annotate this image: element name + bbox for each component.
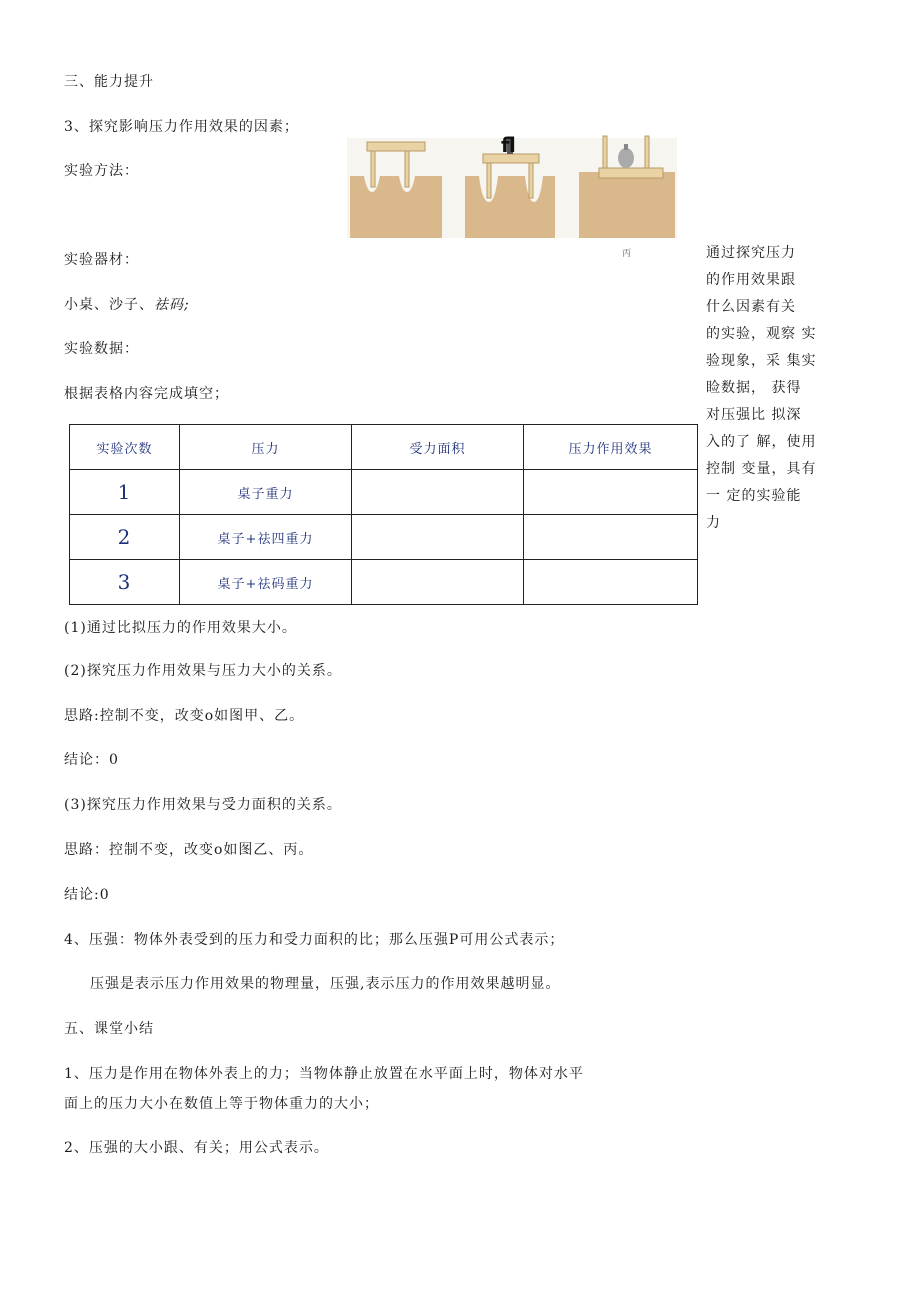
- table-row: [70, 470, 698, 515]
- area-cell[interactable]: [352, 470, 524, 515]
- question-2: (2)探究压力作用效果与压力大小的关系。: [64, 663, 342, 679]
- table-header-row: [70, 425, 698, 470]
- item-4: 4、压强：物体外表受到的压力和受力面积的比；那么压强P可用公式表示；: [64, 932, 565, 948]
- question-2-idea: 思路:控制不变，改变o如图甲、乙。: [64, 708, 305, 724]
- question-2-conclusion: 结论：0: [64, 752, 119, 768]
- method-label: 实验方法：: [64, 163, 139, 179]
- summary-1-line-1: 1、压力是作用在物体外表上的力；当物体静止放置在水平面上时，物体对水平: [64, 1066, 584, 1082]
- question-3-idea: 思路：控制不变，改变o如图乙、丙。: [64, 842, 314, 858]
- item-title: 3、探究影响压力作用效果的因素；: [64, 119, 299, 135]
- figure-c-label: 丙: [622, 249, 632, 259]
- materials-label: 实验器材：: [64, 252, 139, 268]
- effect-cell[interactable]: [524, 515, 698, 560]
- header-cell: 受力面积: [352, 425, 524, 470]
- question-3: (3)探究压力作用效果与受力面积的关系。: [64, 797, 342, 813]
- question-3-conclusion: 结论:0: [64, 887, 110, 903]
- svg-text:fl: fl: [501, 133, 516, 157]
- trial-number: 3: [70, 560, 180, 605]
- force-cell: 桌子重力: [180, 470, 352, 515]
- header-cell: 实验次数: [70, 425, 180, 470]
- header-cell: 压力作用效果: [524, 425, 698, 470]
- table-row: [70, 515, 698, 560]
- data-label: 实验数据：: [64, 341, 139, 357]
- materials-text: 小桌、沙子、祛码;: [64, 297, 190, 313]
- summary-2: 2、压强的大小跟、有关；用公式表示。: [64, 1140, 329, 1156]
- force-cell: 桌子+祛四重力: [180, 515, 352, 560]
- header-cell: 压力: [180, 425, 352, 470]
- effect-cell[interactable]: [524, 470, 698, 515]
- fill-instruction: 根据表格内容完成填空；: [64, 386, 229, 402]
- force-cell: 桌子+祛码重力: [180, 560, 352, 605]
- effect-cell[interactable]: [524, 560, 698, 605]
- trial-number: 2: [70, 515, 180, 560]
- table-row: [70, 560, 698, 605]
- experiment-table: [69, 424, 698, 605]
- area-cell[interactable]: [352, 515, 524, 560]
- question-1: (1)通过比拟压力的作用效果大小。: [64, 620, 297, 636]
- side-note: 通过探究压力 的作用效果跟 什么因素有关 的实验，观察 实 验现象，采 集实 睑数据， 获得 对压强比 拟深 入的了 解，使用 控制 变量，具有 一 定的实验能 力: [706, 245, 817, 531]
- summary-1-line-2: 面上的压力大小在数值上等于物体重力的大小；: [64, 1096, 379, 1112]
- experiment-figure: [347, 128, 677, 260]
- section-heading: 三、能力提升: [64, 74, 154, 90]
- trial-number: 1: [70, 470, 180, 515]
- area-cell[interactable]: [352, 560, 524, 605]
- item-4-note: 压强是表示压力作用效果的物理量，压强,表示压力的作用效果越明显。: [90, 976, 561, 992]
- summary-heading: 五、课堂小结: [64, 1021, 154, 1037]
